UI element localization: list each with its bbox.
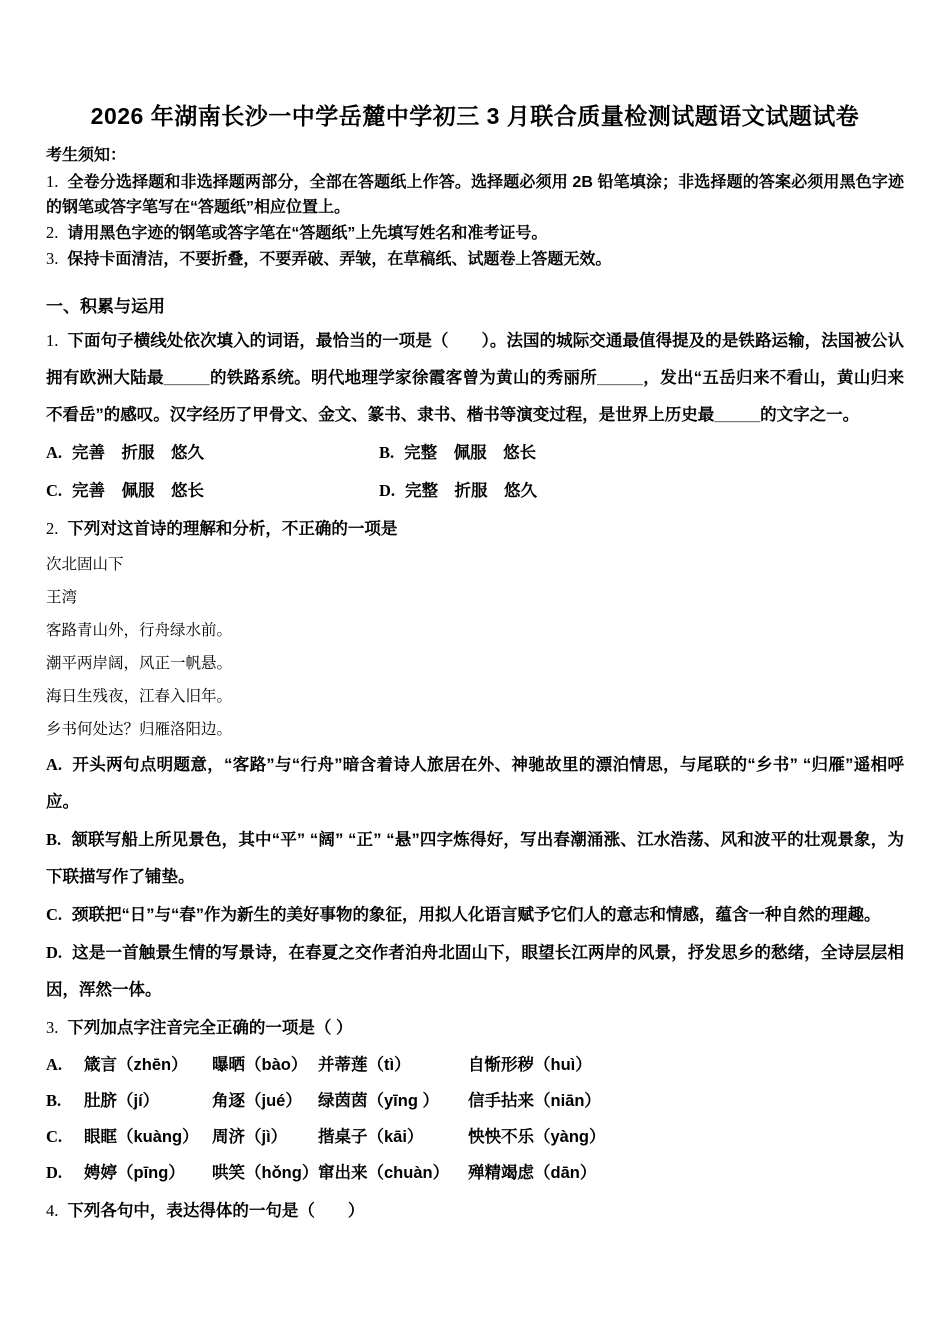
- question-3-option-b: [46, 1083, 904, 1119]
- question-2-number: 2.: [46, 519, 59, 538]
- question-1-text: 下面句子横线处依次填入的词语，最恰当的一项是（ ）。法国的城际交通最值得提及的是铁路运输，法国被公认拥有欧洲大陆最_____的铁路系统。明代地理学家徐霞客曾为黄山的秀丽所_____，发出“五岳归来不看山，黄山归来不看岳”的感叹。汉字经历了甲骨文、金文、篆书、隶书、楷书等演变过程，是世界上历史最_____的文字之一。: [46, 332, 904, 424]
- question-1-stem: [46, 322, 904, 434]
- option-c-label: C.: [46, 905, 63, 924]
- option-c-label: C.: [46, 1127, 63, 1146]
- question-2-stem: [46, 510, 904, 548]
- option-d-text: 完整 折服 悠久: [405, 482, 538, 500]
- option-d-text: 这是一首触景生情的写景诗，在春夏之交作者泊舟北固山下，眼望长江两岸的风景，抒发思乡的愁绪，全诗层层相因，浑然一体。: [46, 944, 904, 999]
- option-c-label: C.: [46, 481, 63, 500]
- poem-block: [46, 548, 904, 746]
- question-1-option-a: [46, 434, 379, 472]
- notice-item-2-text: 请用黑色字迹的钢笔或答字笔在“答题纸”上先填写姓名和准考证号。: [67, 225, 548, 242]
- question-2-option-b: [46, 821, 904, 896]
- question-1-option-b: [379, 434, 904, 472]
- poem-line-3: 海日生残夜，江春入旧年。: [46, 687, 233, 705]
- option-b-label: B.: [46, 830, 62, 849]
- option-d-label: D.: [379, 481, 396, 500]
- question-2-options: [46, 746, 904, 1009]
- option-a-label: A.: [46, 1055, 63, 1074]
- notice-item-3-text: 保持卡面清洁，不要折叠，不要弄破、弄皱，在草稿纸、试题卷上答题无效。: [67, 251, 612, 268]
- pinyin-item: 曝晒（bào）: [212, 1056, 308, 1074]
- poem-line-2: 潮平两岸阔，风正一帆悬。: [46, 654, 233, 672]
- question-3-option-a: [46, 1047, 904, 1083]
- question-1-number: 1.: [46, 331, 59, 350]
- poem-line-4: 乡书何处达？归雁洛阳边。: [46, 720, 233, 738]
- pinyin-item: 怏怏不乐（yàng）: [468, 1128, 606, 1146]
- question-4-stem: [46, 1192, 904, 1230]
- poem-title: 次北固山下: [46, 555, 124, 573]
- question-2-option-a: [46, 746, 904, 821]
- question-1-options: [46, 434, 904, 510]
- page-title: 2026 年湖南长沙一中学岳麓中学初三 3 月联合质量检测试题语文试题试卷: [90, 103, 860, 129]
- pinyin-item: 周济（jì）: [212, 1128, 288, 1146]
- notice-item-2: [46, 220, 904, 246]
- pinyin-item: 殚精竭虑（dān）: [468, 1164, 597, 1182]
- notice-item-1-number: 1.: [46, 172, 59, 191]
- option-a-text: 开头两句点明题意，“客路”与“行舟”暗含着诗人旅居在外、神驰故里的漂泊情思，与尾联的“乡书” “归雁”遥相呼应。: [46, 756, 904, 811]
- option-b-text: 颔联写船上所见景色，其中“平” “阔” “正” “悬”四字炼得好，写出春潮涌涨、江水浩荡、风和波平的壮观景象，为下联描写作了铺垫。: [46, 831, 904, 886]
- question-3-options: [46, 1047, 904, 1191]
- question-2-option-c: [46, 896, 904, 934]
- pinyin-item: 绿茵茵（yīng ）: [318, 1092, 440, 1110]
- option-a-label: A.: [46, 755, 63, 774]
- question-3-option-c: [46, 1119, 904, 1155]
- notice-item-1-text: 全卷分选择题和非选择题两部分，全部在答题纸上作答。选择题必须用 2B 铅笔填涂；非选择题的答案必须用黑色字迹的钢笔或答字笔写在“答题纸”相应位置上。: [46, 174, 904, 216]
- pinyin-item: 肚脐（jí）: [84, 1092, 160, 1110]
- pinyin-item: 并蒂莲（tì）: [318, 1056, 411, 1074]
- pinyin-item: 窜出来（chuàn）: [318, 1164, 450, 1182]
- question-4-text: 下列各句中，表达得体的一句是（ ）: [67, 1202, 365, 1220]
- notice-item-2-number: 2.: [46, 223, 59, 242]
- option-a-text: 完善 折服 悠久: [72, 444, 205, 462]
- question-1-option-d: [379, 472, 904, 510]
- notice-item-3: [46, 246, 904, 272]
- question-2-option-d: [46, 934, 904, 1009]
- pinyin-item: 娉婷（pīng）: [84, 1164, 185, 1182]
- section-heading: 一、积累与运用: [46, 297, 165, 316]
- option-b-label: B.: [46, 1091, 62, 1110]
- pinyin-item: 揩桌子（kāi）: [318, 1128, 424, 1146]
- pinyin-item: 信手拈来（niān）: [468, 1092, 601, 1110]
- pinyin-item: 角逐（jué）: [212, 1092, 302, 1110]
- poem-author: 王湾: [46, 588, 78, 606]
- option-a-label: A.: [46, 443, 63, 462]
- notice-item-3-number: 3.: [46, 249, 59, 268]
- pinyin-item: 眼眶（kuàng）: [84, 1128, 199, 1146]
- question-3-option-d: [46, 1155, 904, 1191]
- question-3-number: 3.: [46, 1018, 59, 1037]
- pinyin-item: 箴言（zhēn）: [84, 1056, 188, 1074]
- option-b-text: 完整 佩服 悠长: [404, 444, 537, 462]
- pinyin-item: 自惭形秽（huì）: [468, 1056, 592, 1074]
- question-4-number: 4.: [46, 1201, 59, 1220]
- question-3-stem: [46, 1009, 904, 1047]
- option-b-label: B.: [379, 443, 395, 462]
- notice-section: [46, 142, 904, 272]
- question-3-text: 下列加点字注音完全正确的一项是（ ）: [67, 1019, 353, 1037]
- notice-heading: 考生须知：: [46, 147, 127, 164]
- question-2-text: 下列对这首诗的理解和分析，不正确的一项是: [67, 520, 398, 538]
- option-d-label: D.: [46, 1163, 63, 1182]
- option-c-text: 完善 佩服 悠长: [72, 482, 205, 500]
- question-1-option-c: [46, 472, 379, 510]
- option-c-text: 颈联把“日”与“春”作为新生的美好事物的象征，用拟人化语言赋予它们人的意志和情感，蕴含一种自然的理趣。: [72, 906, 881, 924]
- notice-item-1: [46, 169, 904, 220]
- pinyin-item: 哄笑（hǒng）: [212, 1164, 319, 1182]
- option-d-label: D.: [46, 943, 63, 962]
- poem-line-1: 客路青山外，行舟绿水前。: [46, 621, 233, 639]
